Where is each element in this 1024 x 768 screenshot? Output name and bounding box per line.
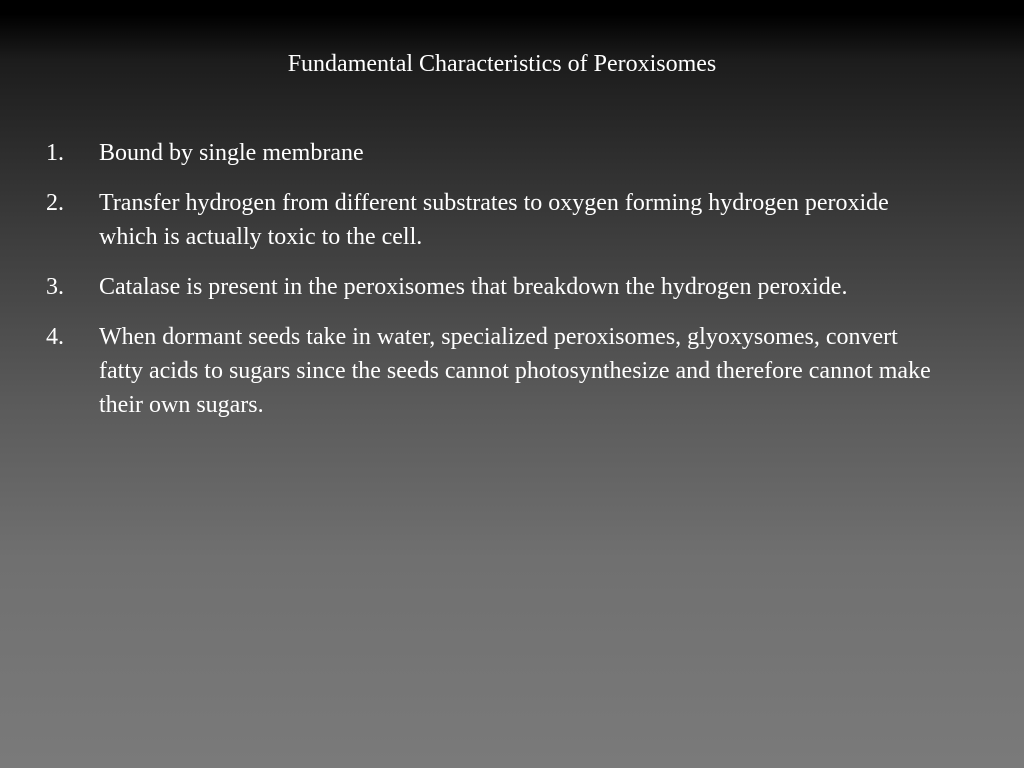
list-item	[46, 320, 946, 422]
list-item-text: When dormant seeds take in water, specialized peroxisomes, glyoxysomes, convert fatty acids to sugars since the seeds cannot photosynthesize and therefore cannot make their own sugars.	[99, 324, 931, 418]
list-item	[46, 186, 946, 254]
list-item	[46, 136, 946, 170]
list-item-number: 2.	[46, 190, 64, 216]
list-item-number: 4.	[46, 324, 64, 350]
list-item	[46, 270, 946, 304]
list-item-text: Bound by single membrane	[99, 140, 364, 166]
list-item-text: Catalase is present in the peroxisomes that breakdown the hydrogen peroxide.	[99, 274, 848, 300]
characteristics-list	[46, 136, 946, 438]
list-item-number: 3.	[46, 274, 64, 300]
list-item-number: 1.	[46, 140, 64, 166]
slide-title: Fundamental Characteristics of Peroxisomes	[287, 51, 717, 77]
list-item-text: Transfer hydrogen from different substrates to oxygen forming hydrogen peroxide which is actually toxic to the cell.	[99, 190, 889, 250]
